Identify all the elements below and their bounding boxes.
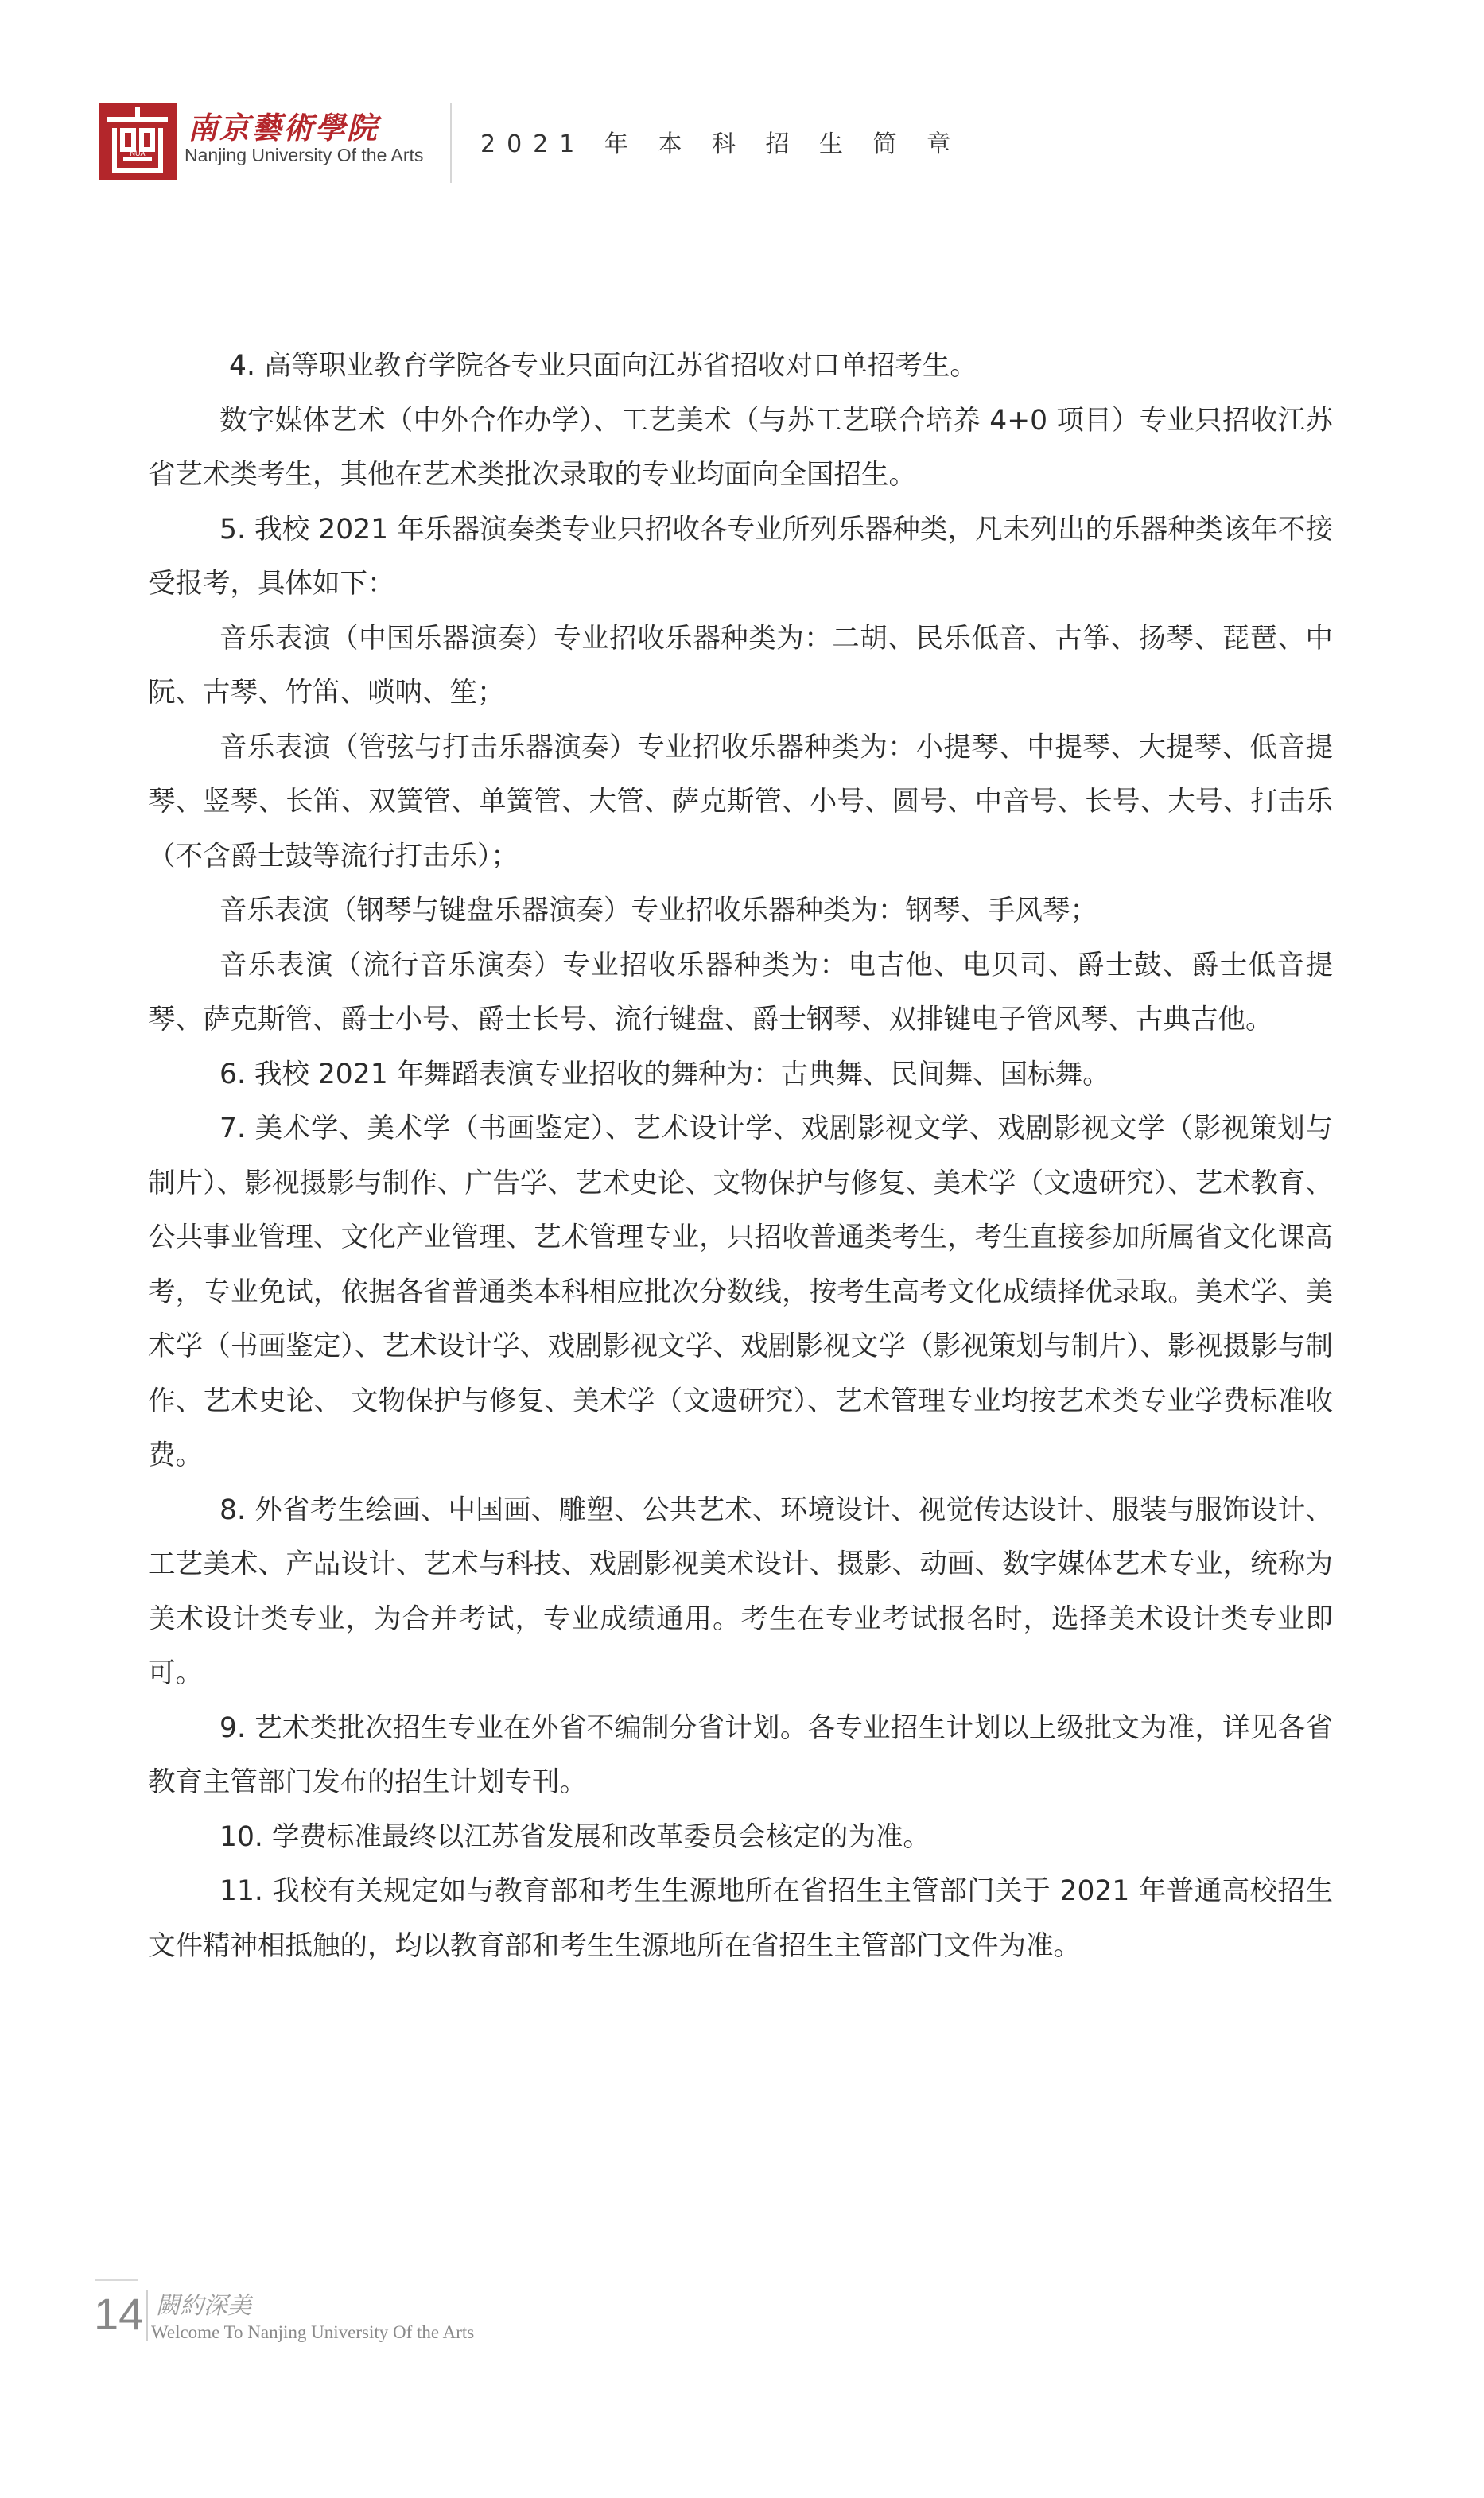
footer-accent-line <box>95 2279 138 2281</box>
paragraph-item-7: 7. 美术学、美术学（书画鉴定）、艺术设计学、戏剧影视文学、戏剧影视文学（影视策划与制片）、影视摄影与制作、广告学、艺术史论、文物保护与修复、美术学（文遗研究）、艺术教育、公共事业管理、文化产业管理、艺术管理专业，只招收普通类考生，考生直接参加所属省文化课高考，专业免试，依据各省普通类本科相应批次分数线，按考生高考文化成绩择优录取。美术学、美术学（书画鉴定）、艺术设计学、戏剧影视文学、戏剧影视文学（影视策划与制片）、影视摄影与制作、艺术史论、 文物保护与修复、美术学（文遗研究）、艺术管理专业均按艺术类专业学费标准收费。 <box>148 1113 1333 1471</box>
svg-text:NUA: NUA <box>130 150 146 157</box>
document-title: 2021 年 本 科 招 生 简 章 <box>480 130 962 158</box>
paragraph-item-8: 8. 外省考生绘画、中国画、雕塑、公共艺术、环境设计、视觉传达设计、服装与服饰设计、工艺美术、产品设计、艺术与科技、戏剧影视美术设计、摄影、动画、数字媒体艺术专业，统称为美术设计类专业，为合并考试，专业成绩通用。考生在专业考试报名时，选择美术设计类专业即可。 <box>148 1494 1333 1689</box>
school-name-cn: 南京藝術學院 <box>188 110 379 146</box>
footer-welcome: Welcome To Nanjing University Of the Arts <box>151 2322 475 2342</box>
school-name-en: Nanjing University Of the Arts <box>185 145 424 165</box>
paragraph-item-11: 11. 我校有关规定如与教育部和考生生源地所在省招生主管部门关于 2021 年普通高校招生文件精神相抵触的，均以教育部和考生生源地所在省招生主管部门文件为准。 <box>148 1875 1333 1962</box>
header-divider <box>450 103 452 183</box>
paragraph-item-4: 4. 高等职业教育学院各专业只面向江苏省招收对口单招考生。 <box>229 350 977 382</box>
nua-seal-logo-icon <box>99 103 177 180</box>
paragraph-digital-media-note: 数字媒体艺术（中外合作办学）、工艺美术（与苏工艺联合培养 4+0 项目）专业只招收江苏省艺术类考生，其他在艺术类批次录取的专业均面向全国招生。 <box>148 404 1333 491</box>
paragraph-item-6: 6. 我校 2021 年舞蹈表演专业招收的舞种为：古典舞、民间舞、国标舞。 <box>219 1058 1110 1090</box>
paragraph-orchestral-instruments: 音乐表演（管弦与打击乐器演奏）专业招收乐器种类为：小提琴、中提琴、大提琴、低音提琴、竖琴、长笛、双簧管、单簧管、大管、萨克斯管、小号、圆号、中音号、长号、大号、打击乐（不含爵士鼓等流行打击乐）； <box>148 731 1333 872</box>
page-header <box>0 0 1484 207</box>
paragraph-item-5: 5. 我校 2021 年乐器演奏类专业只招收各专业所列乐器种类，凡未列出的乐器种类该年不接受报考，具体如下： <box>148 513 1333 600</box>
paragraph-item-10: 10. 学费标准最终以江苏省发展和改革委员会核定的为准。 <box>219 1820 930 1853</box>
document-body <box>148 339 1333 1973</box>
paragraph-item-9: 9. 艺术类批次招生专业在外省不编制分省计划。各专业招生计划以上级批文为准，详见各省教育主管部门发布的招生计划专刊。 <box>148 1711 1333 1798</box>
footer-divider <box>146 2290 148 2341</box>
page-number: 14 <box>94 2289 144 2339</box>
paragraph-keyboard-instruments: 音乐表演（钢琴与键盘乐器演奏）专业招收乐器种类为：钢琴、手风琴； <box>219 895 1097 927</box>
paragraph-pop-instruments: 音乐表演（流行音乐演奏）专业招收乐器种类为：电吉他、电贝司、爵士鼓、爵士低音提琴、萨克斯管、爵士小号、爵士长号、流行键盘、爵士钢琴、双排键电子管风琴、古典吉他。 <box>148 949 1333 1035</box>
footer-motto: 闕約深美 <box>156 2292 251 2320</box>
paragraph-chinese-instruments: 音乐表演（中国乐器演奏）专业招收乐器种类为：二胡、民乐低音、古筝、扬琴、琵琶、中阮、古琴、竹笛、唢呐、笙； <box>148 622 1333 709</box>
